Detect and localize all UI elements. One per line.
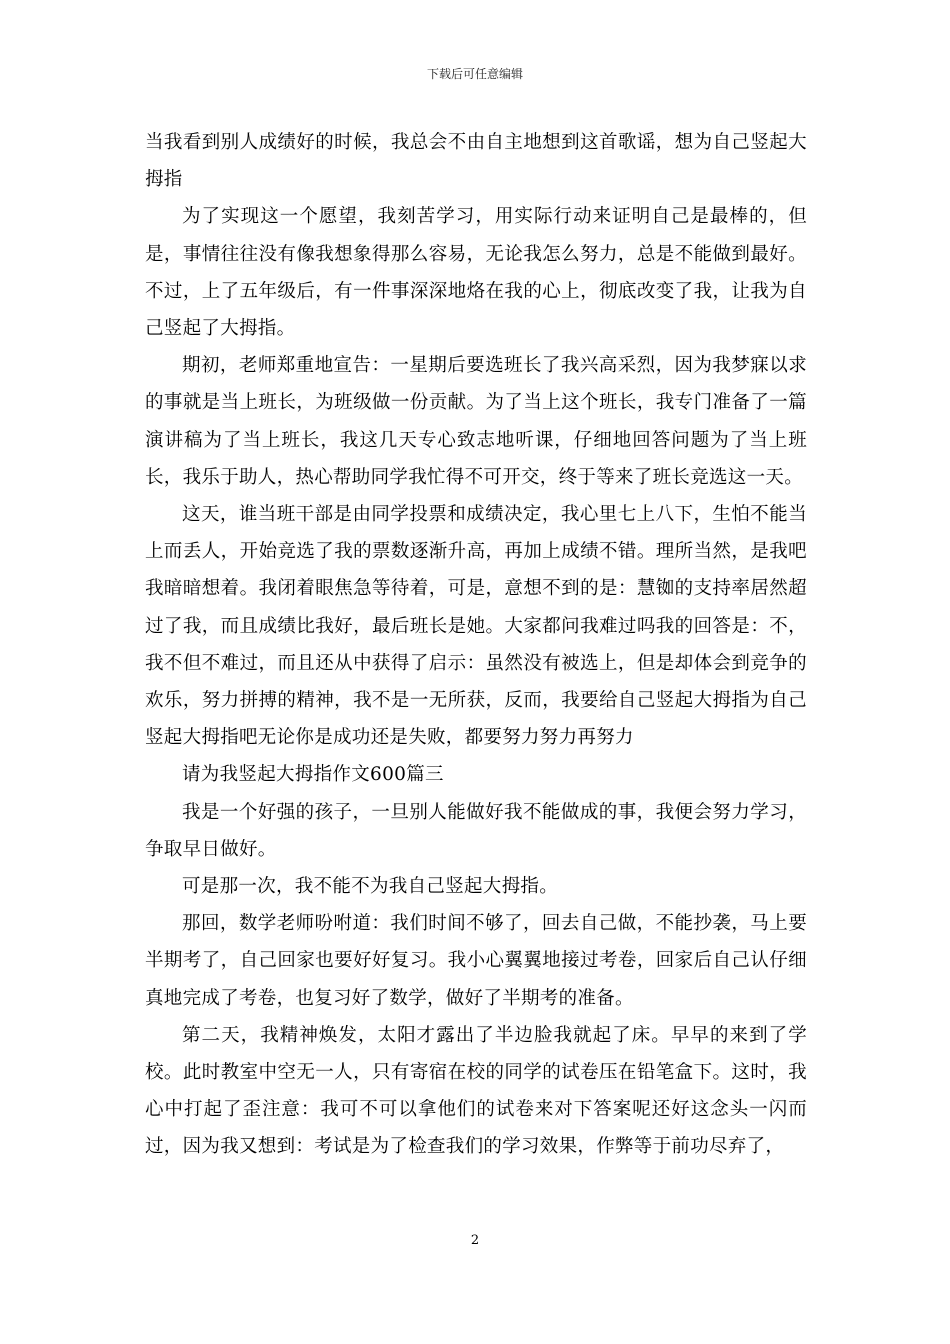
paragraph: 期初，老师郑重地宣告：一星期后要选班长了我兴高采烈，因为我梦寐以求的事就是当上班长，为班级做一份贡献。为了当上这个班长，我专门准备了一篇演讲稿为了当上班长，我这几天专心致志地听课，仔细地回答问题为了当上班长，我乐于助人，热心帮助同学我忙得不可开交，终于等来了班长竞选这一天。 xyxy=(145,355,807,488)
page-number: 2 xyxy=(470,1233,480,1248)
paragraph: 可是那一次，我不能不为我自己竖起大拇指。 xyxy=(182,876,559,898)
paragraph: 那回，数学老师吩咐道：我们时间不够了，回去自己做，不能抄袭，马上要半期考了，自己回家也要好好复习。我小心翼翼地接过考卷，回家后自己认仔细真地完成了考卷，也复习好了数学，做好了半期考的准备。 xyxy=(145,913,807,1009)
paragraph: 我是一个好强的孩子，一旦别人能做好我不能做成的事，我便会努力学习，争取早日做好。 xyxy=(145,801,807,860)
page-header: 下载后可任意编辑 xyxy=(426,67,523,81)
paragraph: 第二天，我精神焕发，太阳才露出了半边脸我就起了床。早早的来到了学校。此时教室中空无一人，只有寄宿在校的同学的试卷压在铅笔盒下。这时，我心中打起了歪注意：我可不可以拿他们的试卷来对下答案呢还好这念头一闪而过，因为我又想到：考试是为了检查我们的学习效果，作弊等于前功尽弃了， xyxy=(145,1024,807,1158)
paragraph-continuation: 当我看到别人成绩好的时候，我总会不由自主地想到这首歌谣，想为自己竖起大拇指 xyxy=(145,132,807,191)
document-body xyxy=(145,124,807,1166)
paragraph: 这天，谁当班干部是由同学投票和成绩决定，我心里七上八下，生怕不能当上而丢人，开始竞选了我的票数逐渐升高，再加上成绩不错。理所当然，是我吧我暗暗想着。我闭着眼焦急等待着，可是，意想不到的是：慧铷的支持率居然超过了我，而且成绩比我好，最后班长是她。大家都问我难过吗我的回答是：不，我不但不难过，而且还从中获得了启示：虽然没有被选上，但是却体会到竞争的欢乐，努力拼搏的精神，我不是一无所获，反而，我要给自己竖起大拇指为自己竖起大拇指吧无论你是成功还是失败，都要努力努力再努力 xyxy=(145,504,807,749)
section-heading: 请为我竖起大拇指作文600篇三 xyxy=(182,764,444,786)
paragraph: 为了实现这一个愿望，我刻苦学习，用实际行动来证明自己是最棒的，但是，事情往往没有像我想象得那么容易，无论我怎么努力，总是不能做到最好。不过，上了五年级后，有一件事深深地烙在我的心上，彻底改变了我，让我为自己竖起了大拇指。 xyxy=(145,206,807,340)
